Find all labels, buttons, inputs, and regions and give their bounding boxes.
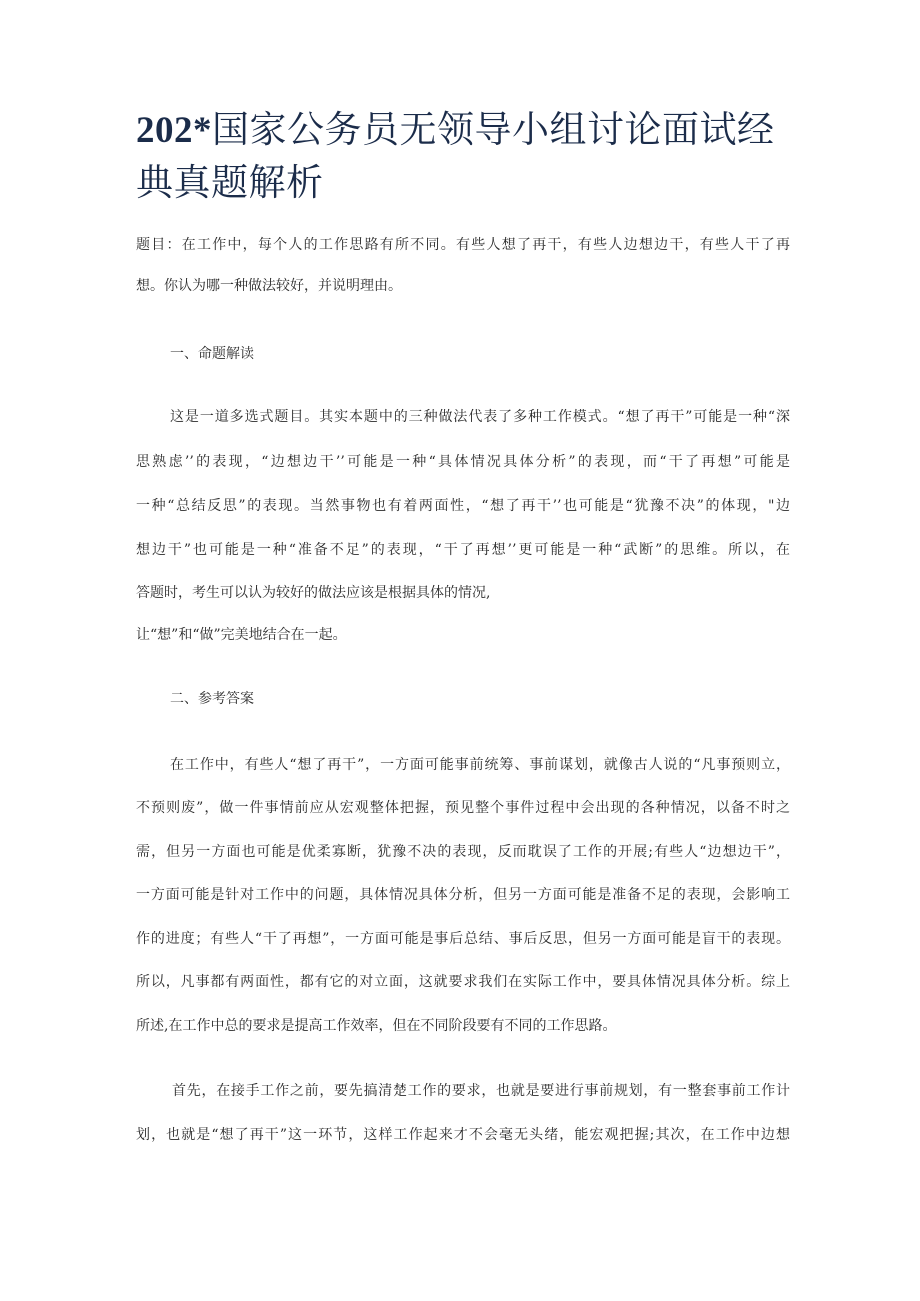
title-main: 国家公务员无领导小组讨论面试经 [212, 108, 775, 151]
section1-line-6: 让“想”和“做”完美地结合在一起。 [136, 627, 347, 643]
section1-line-5: 答题时，考生可以认为较好的做法应该是根据具体的情况, [136, 585, 491, 601]
section-heading-2: 二、参考答案 [170, 691, 254, 707]
answer-p1-line-3: 需，但另一方面也可能是优柔寡断，犹豫不决的表现，反而耽误了工作的开展;有些人“边想边干”， [136, 844, 790, 860]
question-line-2: 想。你认为哪一种做法较好，并说明理由。 [136, 278, 402, 294]
answer-p1-line-1: 在工作中，有些人“想了再干”，一方面可能事前统筹、事前谋划，就像古人说的“凡事预则立， [170, 757, 790, 773]
answer-p1-line-2: 不预则废”，做一件事情前应从宏观整体把握，预见整个事件过程中会出现的各种情况，以备不时之 [136, 800, 790, 816]
section1-line-2: 思熟虑’’的表现，“边想边干’’可能是一种“具体情况具体分析”的表现，而“干了再想”可能是 [136, 454, 790, 470]
answer-p1-line-7: 所述,在工作中总的要求是提高工作效率，但在不同阶段要有不同的工作思路。 [136, 1018, 617, 1034]
document-title [136, 104, 816, 209]
answer-p2-line-2: 划，也就是“想了再干”这一环节，这样工作起来才不会毫无头绪，能宏观把握;其次，在工作中边想 [136, 1127, 790, 1143]
section-heading-1: 一、命题解读 [170, 346, 254, 362]
answer-p2-line-1: 首先，在接手工作之前，要先搞清楚工作的要求，也就是要进行事前规划，有一整套事前工作计 [172, 1083, 790, 1099]
section1-line-4: 想边干”也可能是一种“准备不足”的表现，“干了再想’’更可能是一种“武断”的思维。所以，在 [136, 542, 790, 558]
section1-line-3: 一种“总结反思”的表现。当然事物也有着两面性，“想了再干’’也可能是“犹豫不决”的体现，"边 [136, 498, 790, 514]
title-year: 202* [136, 110, 212, 151]
title-line-2: 典真题解析 [136, 161, 324, 204]
answer-p1-line-5: 作的进度；有些人“干了再想”，一方面可能是事后总结、事后反思，但另一方面可能是盲干的表现。 [136, 931, 790, 947]
section1-line-1: 这是一道多选式题目。其实本题中的三种做法代表了多种工作模式。“想了再干”可能是一种“深 [170, 409, 790, 425]
answer-p1-line-4: 一方面可能是针对工作中的问题，具体情况具体分析，但另一方面可能是准备不足的表现，会影响工 [136, 887, 790, 903]
question-line-1: 题目：在工作中，每个人的工作思路有所不同。有些人想了再干，有些人边想边干，有些人干了再 [136, 237, 790, 253]
answer-p1-line-6: 所以，凡事都有两面性，都有它的对立面，这就要求我们在实际工作中，要具体情况具体分析。综上 [136, 974, 790, 990]
